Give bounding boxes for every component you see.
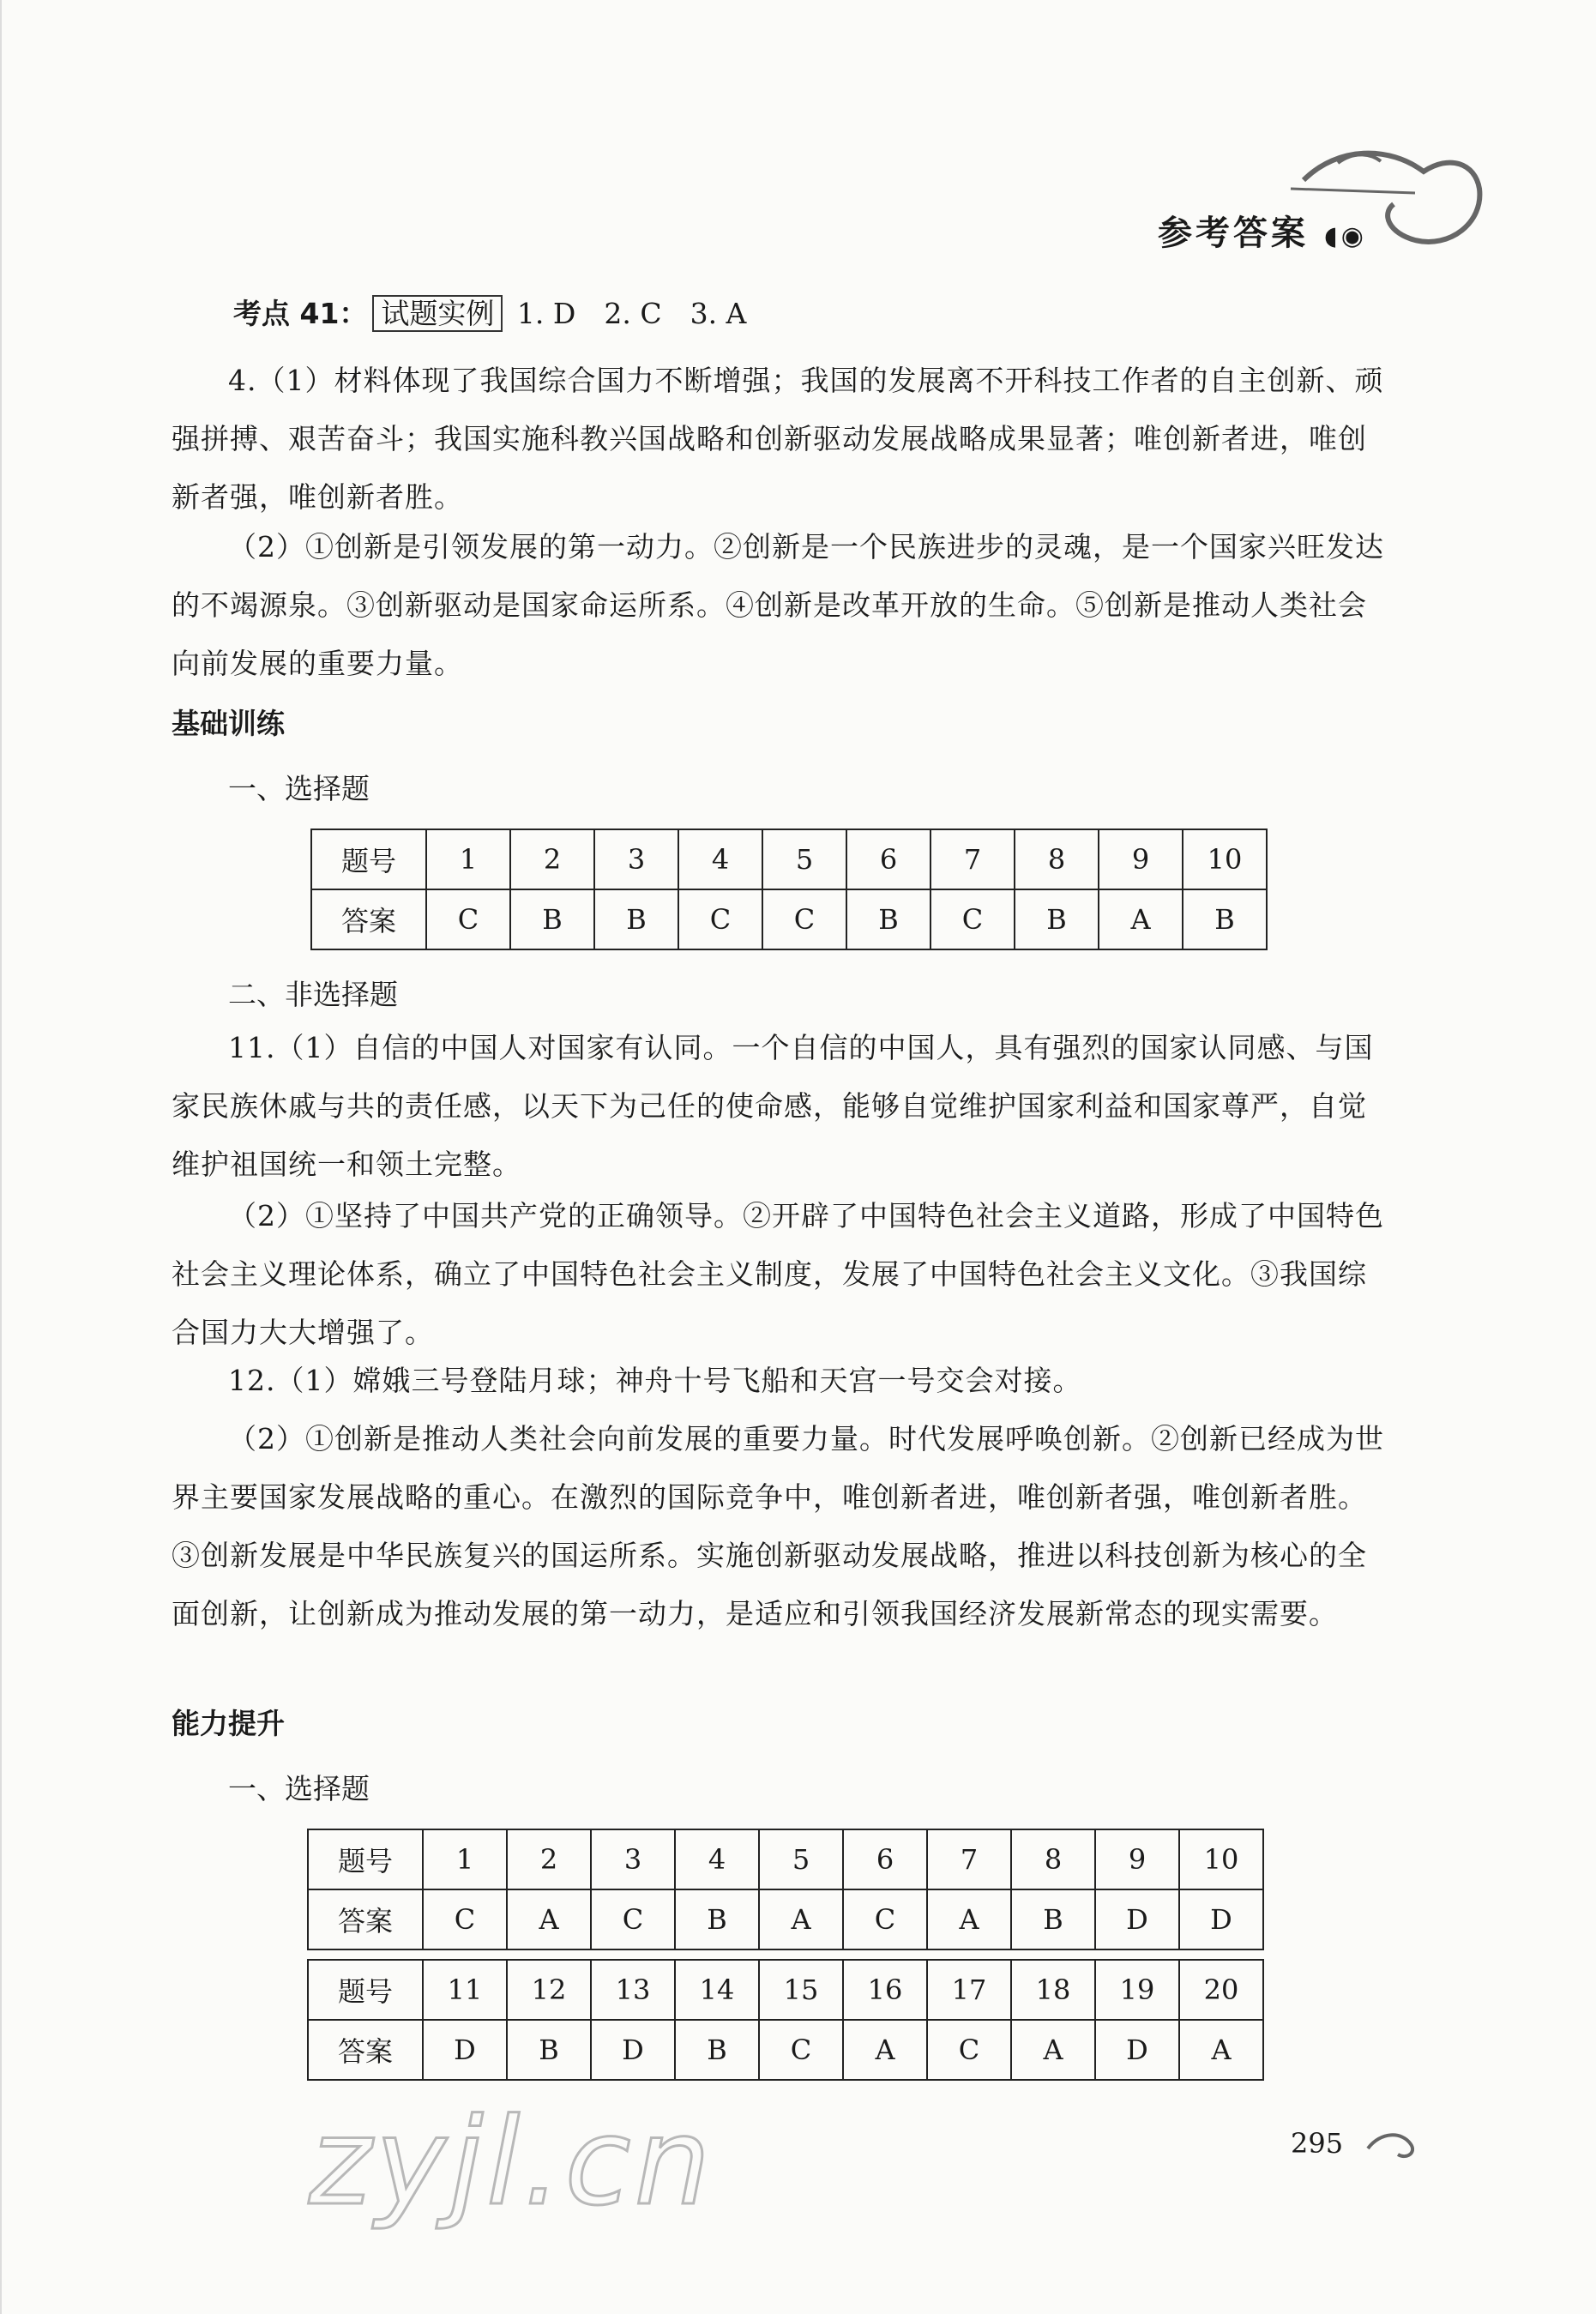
- table-cell: 10: [1179, 1829, 1263, 1889]
- kaodian-answers: 1. D 2. C 3. A: [516, 297, 747, 330]
- table-cell: B: [675, 1889, 759, 1949]
- page-number: 295: [1291, 2127, 1344, 2160]
- section-title-jichu: 基础训练: [172, 707, 285, 740]
- table-cell: 11: [423, 1960, 507, 2020]
- table-cell: A: [1179, 2020, 1263, 2080]
- table-cell: D: [1095, 1889, 1179, 1949]
- table-cell: B: [1183, 889, 1267, 949]
- table-cell: A: [759, 1889, 843, 1949]
- table-cell: D: [591, 2020, 675, 2080]
- table-cell: 17: [927, 1960, 1011, 2020]
- q12-part1: 12.（1）嫦娥三号登陆月球；神舟十号飞船和天宫一号交会对接。: [228, 1364, 1082, 1397]
- table-cell: 5: [762, 829, 846, 889]
- table-row: [308, 1960, 1263, 2020]
- table-cell: D: [1179, 1889, 1263, 1949]
- jichu-nonchoice-title: 二、非选择题: [228, 978, 398, 1011]
- jichu-answer-table: [310, 829, 1268, 950]
- table-cell: C: [423, 1889, 507, 1949]
- table-cell: 3: [591, 1829, 675, 1889]
- table-cell: A: [843, 2020, 927, 2080]
- nengli-answer-table-1: [307, 1829, 1264, 1950]
- footer-dragon-icon: [1364, 2127, 1424, 2161]
- table-cell: 10: [1183, 829, 1267, 889]
- table-cell: A: [927, 1889, 1011, 1949]
- table-cell: C: [762, 889, 846, 949]
- table-cell: 答案: [311, 889, 426, 949]
- table-cell: B: [675, 2020, 759, 2080]
- table-cell: C: [426, 889, 510, 949]
- q4-part2: （2）①创新是引领发展的第一动力。②创新是一个民族进步的灵魂，是一个国家兴旺发达的不竭源泉。③创新驱动是国家命运所系。④创新是改革开放的生命。⑤创新是推动人类社会向前发展的重要力量。: [172, 530, 1384, 680]
- table-cell: 9: [1095, 1829, 1179, 1889]
- jichu-choice-title: 一、选择题: [228, 772, 370, 805]
- table-cell: 4: [675, 1829, 759, 1889]
- table-cell: 9: [1099, 829, 1183, 889]
- kaodian-line: [233, 293, 746, 334]
- table-cell: 3: [594, 829, 678, 889]
- table-cell: B: [1011, 1889, 1095, 1949]
- table-cell: 13: [591, 1960, 675, 2020]
- table-cell: B: [510, 889, 594, 949]
- table-cell: A: [1099, 889, 1183, 949]
- table-cell: 1: [426, 829, 510, 889]
- table-row: [308, 2020, 1263, 2080]
- kaodian-boxed-tag: 试题实例: [372, 295, 503, 332]
- table-cell: D: [1095, 2020, 1179, 2080]
- table-cell: 答案: [308, 2020, 423, 2080]
- table-cell: 8: [1015, 829, 1099, 889]
- table-row: [311, 889, 1267, 949]
- table-cell: C: [843, 1889, 927, 1949]
- nengli-choice-title: 一、选择题: [228, 1772, 370, 1805]
- q11-part2: （2）①坚持了中国共产党的正确领导。②开辟了中国特色社会主义道路，形成了中国特色社会主义理论体系，确立了中国特色社会主义制度，发展了中国特色社会主义文化。③我国综合国力大大增强了。: [172, 1199, 1384, 1349]
- q4-part1: 4.（1）材料体现了我国综合国力不断增强；我国的发展离不开科技工作者的自主创新、顽强拼搏、艰苦奋斗；我国实施科教兴国战略和创新驱动发展战略成果显著；唯创新者进，唯创新者强，唯创新者胜。: [172, 364, 1384, 514]
- table-cell: B: [507, 2020, 591, 2080]
- table-cell: 7: [930, 829, 1015, 889]
- watermark: zyjl.cn: [309, 2093, 714, 2233]
- table-cell: 2: [510, 829, 594, 889]
- nengli-answer-table-2: [307, 1959, 1264, 2081]
- table-cell: 1: [423, 1829, 507, 1889]
- table-cell: C: [591, 1889, 675, 1949]
- table-cell: 12: [507, 1960, 591, 2020]
- table-cell: B: [594, 889, 678, 949]
- table-cell: C: [927, 2020, 1011, 2080]
- q12-part2: （2）①创新是推动人类社会向前发展的重要力量。时代发展呼唤创新。②创新已经成为世界主要国家发展战略的重心。在激烈的国际竞争中，唯创新者进，唯创新者强，唯创新者胜。③创新发展是中华民族复兴的国运所系。实施创新驱动发展战略，推进以科技创新为核心的全面创新，让创新成为推动发展的第一动力，是适应和引领我国经济发展新常态的现实需要。: [172, 1422, 1384, 1630]
- table-row: [311, 829, 1267, 889]
- table-cell: 7: [927, 1829, 1011, 1889]
- table-cell: 2: [507, 1829, 591, 1889]
- table-cell: 20: [1179, 1960, 1263, 2020]
- table-cell: A: [1011, 2020, 1095, 2080]
- table-cell: 19: [1095, 1960, 1179, 2020]
- table-cell: 5: [759, 1829, 843, 1889]
- table-cell: 8: [1011, 1829, 1095, 1889]
- table-cell: 6: [843, 1829, 927, 1889]
- speaker-icon: ◖◉: [1323, 221, 1367, 251]
- table-cell: B: [1015, 889, 1099, 949]
- header-text: 参考答案: [1158, 214, 1309, 253]
- table-cell: C: [759, 2020, 843, 2080]
- table-cell: 题号: [308, 1829, 423, 1889]
- table-cell: 15: [759, 1960, 843, 2020]
- header-label: [1158, 206, 1367, 255]
- table-cell: 16: [843, 1960, 927, 2020]
- kaodian-label: 考点 41：: [233, 297, 368, 330]
- table-cell: 答案: [308, 1889, 423, 1949]
- table-cell: D: [423, 2020, 507, 2080]
- section-title-nengli: 能力提升: [172, 1707, 285, 1740]
- table-cell: 18: [1011, 1960, 1095, 2020]
- q11-part1: 11.（1）自信的中国人对国家有认同。一个自信的中国人，具有强烈的国家认同感、与国家民族休戚与共的责任感，以天下为己任的使命感，能够自觉维护国家利益和国家尊严，自觉维护祖国统一和领土完整。: [172, 1031, 1374, 1181]
- table-cell: 6: [846, 829, 930, 889]
- table-cell: 4: [678, 829, 762, 889]
- table-cell: 题号: [311, 829, 426, 889]
- table-cell: C: [930, 889, 1015, 949]
- table-cell: 题号: [308, 1960, 423, 2020]
- table-row: [308, 1889, 1263, 1949]
- table-cell: 14: [675, 1960, 759, 2020]
- table-cell: B: [846, 889, 930, 949]
- table-cell: C: [678, 889, 762, 949]
- table-cell: A: [507, 1889, 591, 1949]
- table-row: [308, 1829, 1263, 1889]
